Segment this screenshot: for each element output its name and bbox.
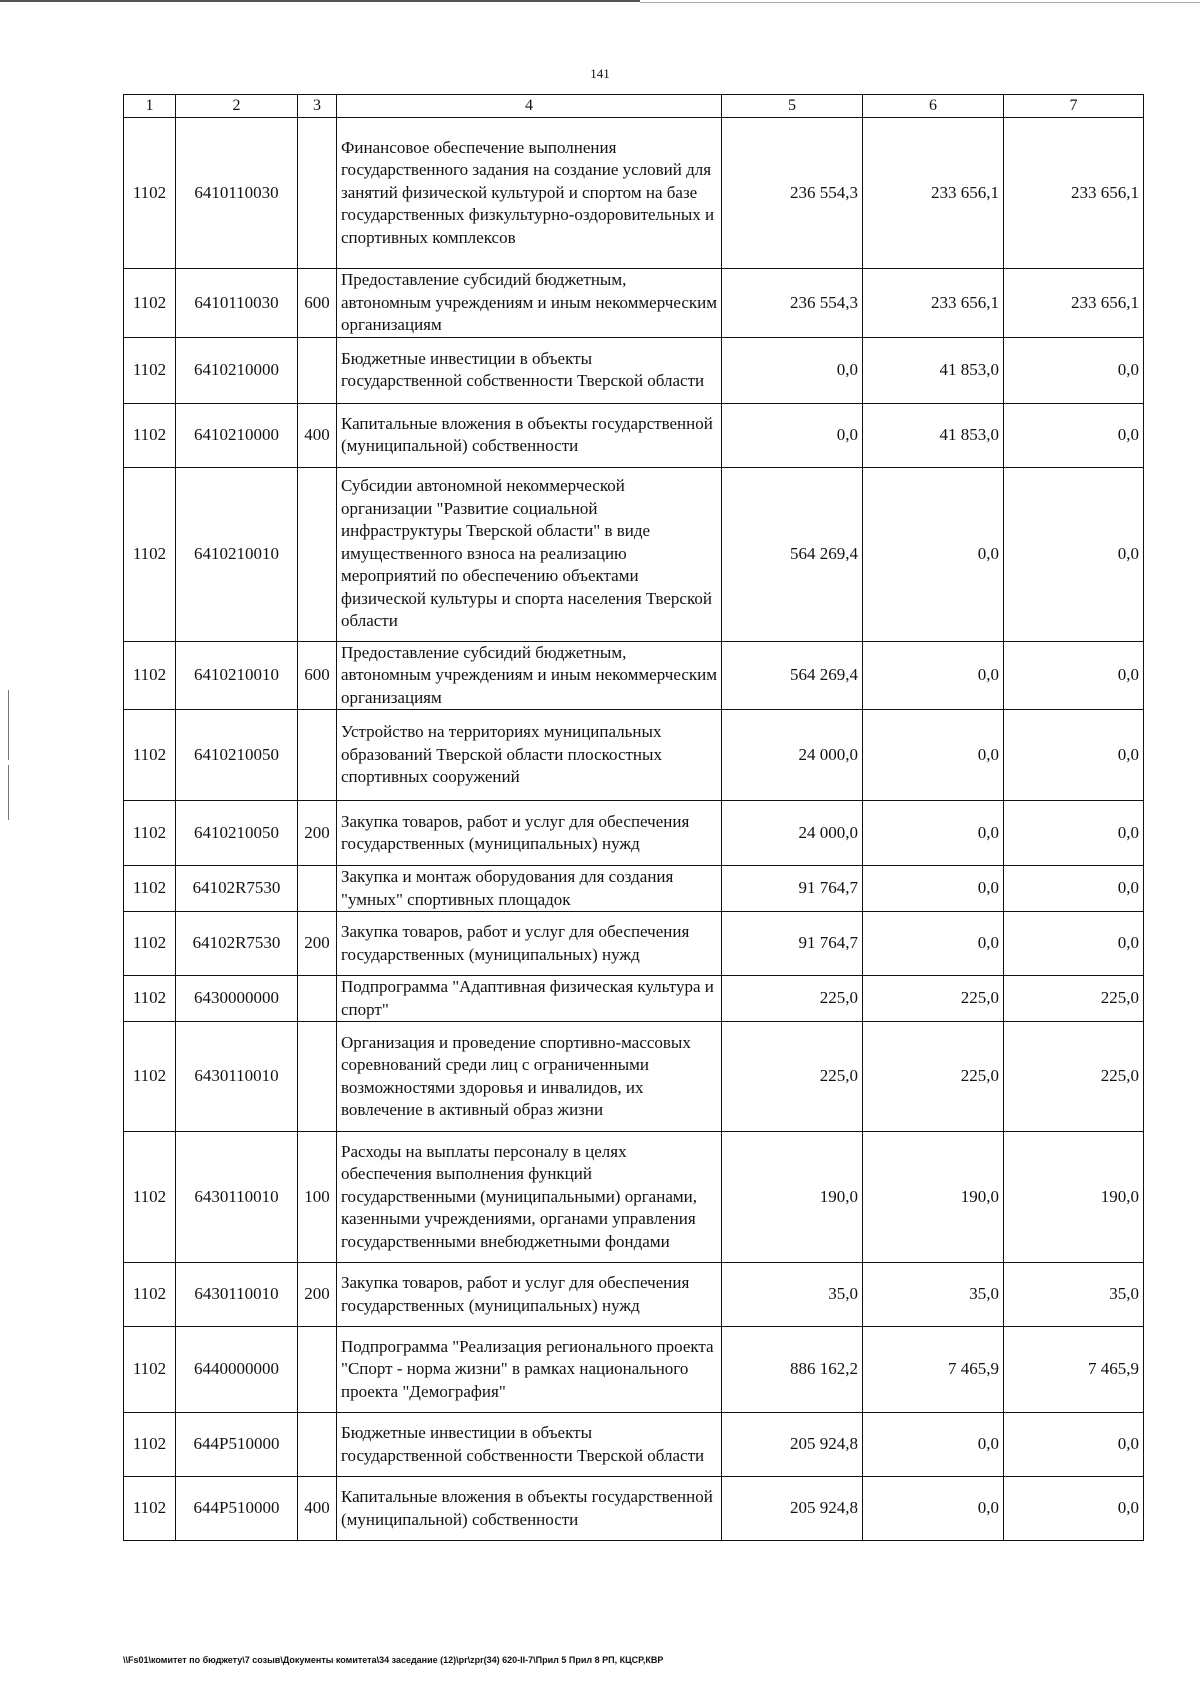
item-name-cell: Бюджетные инвестиции в объекты государственной собственности Тверской области [337,337,722,403]
amount-year2-cell: 0,0 [863,1413,1004,1477]
amount-year1-cell: 236 554,3 [722,118,863,269]
amount-year3-cell: 233 656,1 [1004,118,1144,269]
table-row [124,337,1144,403]
scan-edge-line [0,0,640,2]
table-row [124,710,1144,801]
target-code-cell: 6430110010 [176,1022,298,1132]
section-code-cell: 1102 [124,710,176,801]
header-cell: 5 [722,95,863,118]
header-cell: 7 [1004,95,1144,118]
target-code-cell: 6430110010 [176,1263,298,1327]
section-code-cell: 1102 [124,1132,176,1263]
target-code-cell: 644P510000 [176,1413,298,1477]
expense-type-cell: 200 [298,801,337,866]
amount-year3-cell: 0,0 [1004,866,1144,912]
section-code-cell: 1102 [124,1327,176,1413]
target-code-cell: 644P510000 [176,1477,298,1541]
item-name-cell: Субсидии автономной некоммерческой организации "Развитие социальной инфраструктуры Тверской области" в виде имущественного взноса на реализацию мероприятий по обеспечению объектами физической культуры и спорта населения Тверской области [337,467,722,641]
amount-year1-cell: 886 162,2 [722,1327,863,1413]
amount-year3-cell: 233 656,1 [1004,269,1144,338]
item-name-cell: Капитальные вложения в объекты государственной (муниципальной) собственности [337,1477,722,1541]
table-row [124,866,1144,912]
item-name-cell: Предоставление субсидий бюджетным, автономным учреждениям и иным некоммерческим организациям [337,641,722,710]
amount-year1-cell: 24 000,0 [722,710,863,801]
expense-type-cell [298,467,337,641]
amount-year2-cell: 233 656,1 [863,118,1004,269]
item-name-cell: Устройство на территориях муниципальных образований Тверской области плоскостных спортивных сооружений [337,710,722,801]
item-name-cell: Подпрограмма "Реализация регионального проекта "Спорт - норма жизни" в рамках национального проекта "Демография" [337,1327,722,1413]
table-row [124,118,1144,269]
target-code-cell: 6410210000 [176,403,298,467]
target-code-cell: 6410210000 [176,337,298,403]
section-code-cell: 1102 [124,118,176,269]
amount-year1-cell: 236 554,3 [722,269,863,338]
amount-year3-cell: 0,0 [1004,710,1144,801]
header-cell: 2 [176,95,298,118]
target-code-cell: 6410210050 [176,801,298,866]
expense-type-cell [298,1327,337,1413]
amount-year2-cell: 0,0 [863,1477,1004,1541]
table-row [124,1477,1144,1541]
amount-year3-cell: 190,0 [1004,1132,1144,1263]
target-code-cell: 64102R7530 [176,866,298,912]
amount-year3-cell: 225,0 [1004,976,1144,1022]
item-name-cell: Закупка товаров, работ и услуг для обеспечения государственных (муниципальных) нужд [337,912,722,976]
item-name-cell: Закупка и монтаж оборудования для создания "умных" спортивных площадок [337,866,722,912]
scan-margin-mark [8,690,9,760]
expense-type-cell: 100 [298,1132,337,1263]
amount-year2-cell: 190,0 [863,1132,1004,1263]
amount-year3-cell: 225,0 [1004,1022,1144,1132]
section-code-cell: 1102 [124,1263,176,1327]
amount-year2-cell: 41 853,0 [863,337,1004,403]
table-row [124,1132,1144,1263]
table-row [124,269,1144,338]
item-name-cell: Подпрограмма "Адаптивная физическая культура и спорт" [337,976,722,1022]
page-number: 141 [590,66,610,81]
amount-year3-cell: 35,0 [1004,1263,1144,1327]
amount-year3-cell: 0,0 [1004,1477,1144,1541]
amount-year3-cell: 0,0 [1004,641,1144,710]
item-name-cell: Расходы на выплаты персоналу в целях обеспечения выполнения функций государственными (муниципальными) органами, казенными учреждениями, органами управления государственными внебюджетными фондами [337,1132,722,1263]
amount-year1-cell: 564 269,4 [722,467,863,641]
item-name-cell: Предоставление субсидий бюджетным, автономным учреждениям и иным некоммерческим организациям [337,269,722,338]
expense-type-cell [298,118,337,269]
expense-type-cell: 400 [298,1477,337,1541]
amount-year3-cell: 0,0 [1004,1413,1144,1477]
section-code-cell: 1102 [124,641,176,710]
table-header-row [124,95,1144,118]
target-code-cell: 6410110030 [176,269,298,338]
amount-year2-cell: 225,0 [863,1022,1004,1132]
target-code-cell: 6410210010 [176,467,298,641]
expense-type-cell [298,1413,337,1477]
file-path-footer: \\Fs01\комитет по бюджету\7 созыв\Документы комитета\34 заседание (12)\pr\zpr(34) 620-II-7\Прил 5 Прил 8 РП, КЦСР,КВР [123,1655,664,1665]
section-code-cell: 1102 [124,866,176,912]
expense-type-cell [298,337,337,403]
amount-year3-cell: 7 465,9 [1004,1327,1144,1413]
header-cell: 6 [863,95,1004,118]
amount-year3-cell: 0,0 [1004,467,1144,641]
table-row [124,1327,1144,1413]
amount-year2-cell: 7 465,9 [863,1327,1004,1413]
target-code-cell: 6410110030 [176,118,298,269]
amount-year1-cell: 225,0 [722,976,863,1022]
amount-year3-cell: 0,0 [1004,912,1144,976]
target-code-cell: 6430110010 [176,1132,298,1263]
section-code-cell: 1102 [124,1477,176,1541]
amount-year1-cell: 0,0 [722,337,863,403]
section-code-cell: 1102 [124,1413,176,1477]
table-row [124,1413,1144,1477]
expense-type-cell: 200 [298,912,337,976]
expense-type-cell [298,976,337,1022]
budget-table [123,94,1144,1541]
section-code-cell: 1102 [124,269,176,338]
amount-year1-cell: 35,0 [722,1263,863,1327]
table-row [124,801,1144,866]
scan-edge-line [640,2,1200,3]
expense-type-cell: 200 [298,1263,337,1327]
amount-year2-cell: 0,0 [863,467,1004,641]
item-name-cell: Закупка товаров, работ и услуг для обеспечения государственных (муниципальных) нужд [337,1263,722,1327]
amount-year1-cell: 205 924,8 [722,1477,863,1541]
section-code-cell: 1102 [124,801,176,866]
amount-year2-cell: 41 853,0 [863,403,1004,467]
amount-year2-cell: 0,0 [863,710,1004,801]
amount-year1-cell: 91 764,7 [722,866,863,912]
table-row [124,1022,1144,1132]
amount-year2-cell: 0,0 [863,641,1004,710]
expense-type-cell: 600 [298,269,337,338]
amount-year1-cell: 91 764,7 [722,912,863,976]
target-code-cell: 6430000000 [176,976,298,1022]
section-code-cell: 1102 [124,403,176,467]
header-cell: 3 [298,95,337,118]
item-name-cell: Организация и проведение спортивно-массовых соревнований среди лиц с ограниченными возможностями здоровья и инвалидов, их вовлечение в активный образ жизни [337,1022,722,1132]
scan-margin-mark [8,765,9,820]
table-row [124,1263,1144,1327]
item-name-cell: Бюджетные инвестиции в объекты государственной собственности Тверской области [337,1413,722,1477]
amount-year2-cell: 225,0 [863,976,1004,1022]
section-code-cell: 1102 [124,976,176,1022]
amount-year1-cell: 564 269,4 [722,641,863,710]
table-row [124,403,1144,467]
table-row [124,467,1144,641]
amount-year1-cell: 190,0 [722,1132,863,1263]
table-row [124,912,1144,976]
target-code-cell: 6440000000 [176,1327,298,1413]
section-code-cell: 1102 [124,912,176,976]
amount-year3-cell: 0,0 [1004,403,1144,467]
expense-type-cell: 600 [298,641,337,710]
amount-year3-cell: 0,0 [1004,337,1144,403]
expense-type-cell [298,866,337,912]
amount-year1-cell: 225,0 [722,1022,863,1132]
target-code-cell: 6410210010 [176,641,298,710]
section-code-cell: 1102 [124,1022,176,1132]
table-row [124,976,1144,1022]
header-cell: 1 [124,95,176,118]
item-name-cell: Закупка товаров, работ и услуг для обеспечения государственных (муниципальных) нужд [337,801,722,866]
amount-year2-cell: 0,0 [863,801,1004,866]
section-code-cell: 1102 [124,337,176,403]
section-code-cell: 1102 [124,467,176,641]
amount-year2-cell: 0,0 [863,866,1004,912]
item-name-cell: Финансовое обеспечение выполнения государственного задания на создание условий для занятий физической культурой и спортом на базе государственных физкультурно-оздоровительных и спортивных комплексов [337,118,722,269]
amount-year2-cell: 0,0 [863,912,1004,976]
expense-type-cell: 400 [298,403,337,467]
amount-year1-cell: 205 924,8 [722,1413,863,1477]
amount-year2-cell: 233 656,1 [863,269,1004,338]
amount-year1-cell: 24 000,0 [722,801,863,866]
item-name-cell: Капитальные вложения в объекты государственной (муниципальной) собственности [337,403,722,467]
expense-type-cell [298,710,337,801]
table-row [124,641,1144,710]
header-cell: 4 [337,95,722,118]
amount-year3-cell: 0,0 [1004,801,1144,866]
target-code-cell: 64102R7530 [176,912,298,976]
expense-type-cell [298,1022,337,1132]
amount-year2-cell: 35,0 [863,1263,1004,1327]
amount-year1-cell: 0,0 [722,403,863,467]
target-code-cell: 6410210050 [176,710,298,801]
